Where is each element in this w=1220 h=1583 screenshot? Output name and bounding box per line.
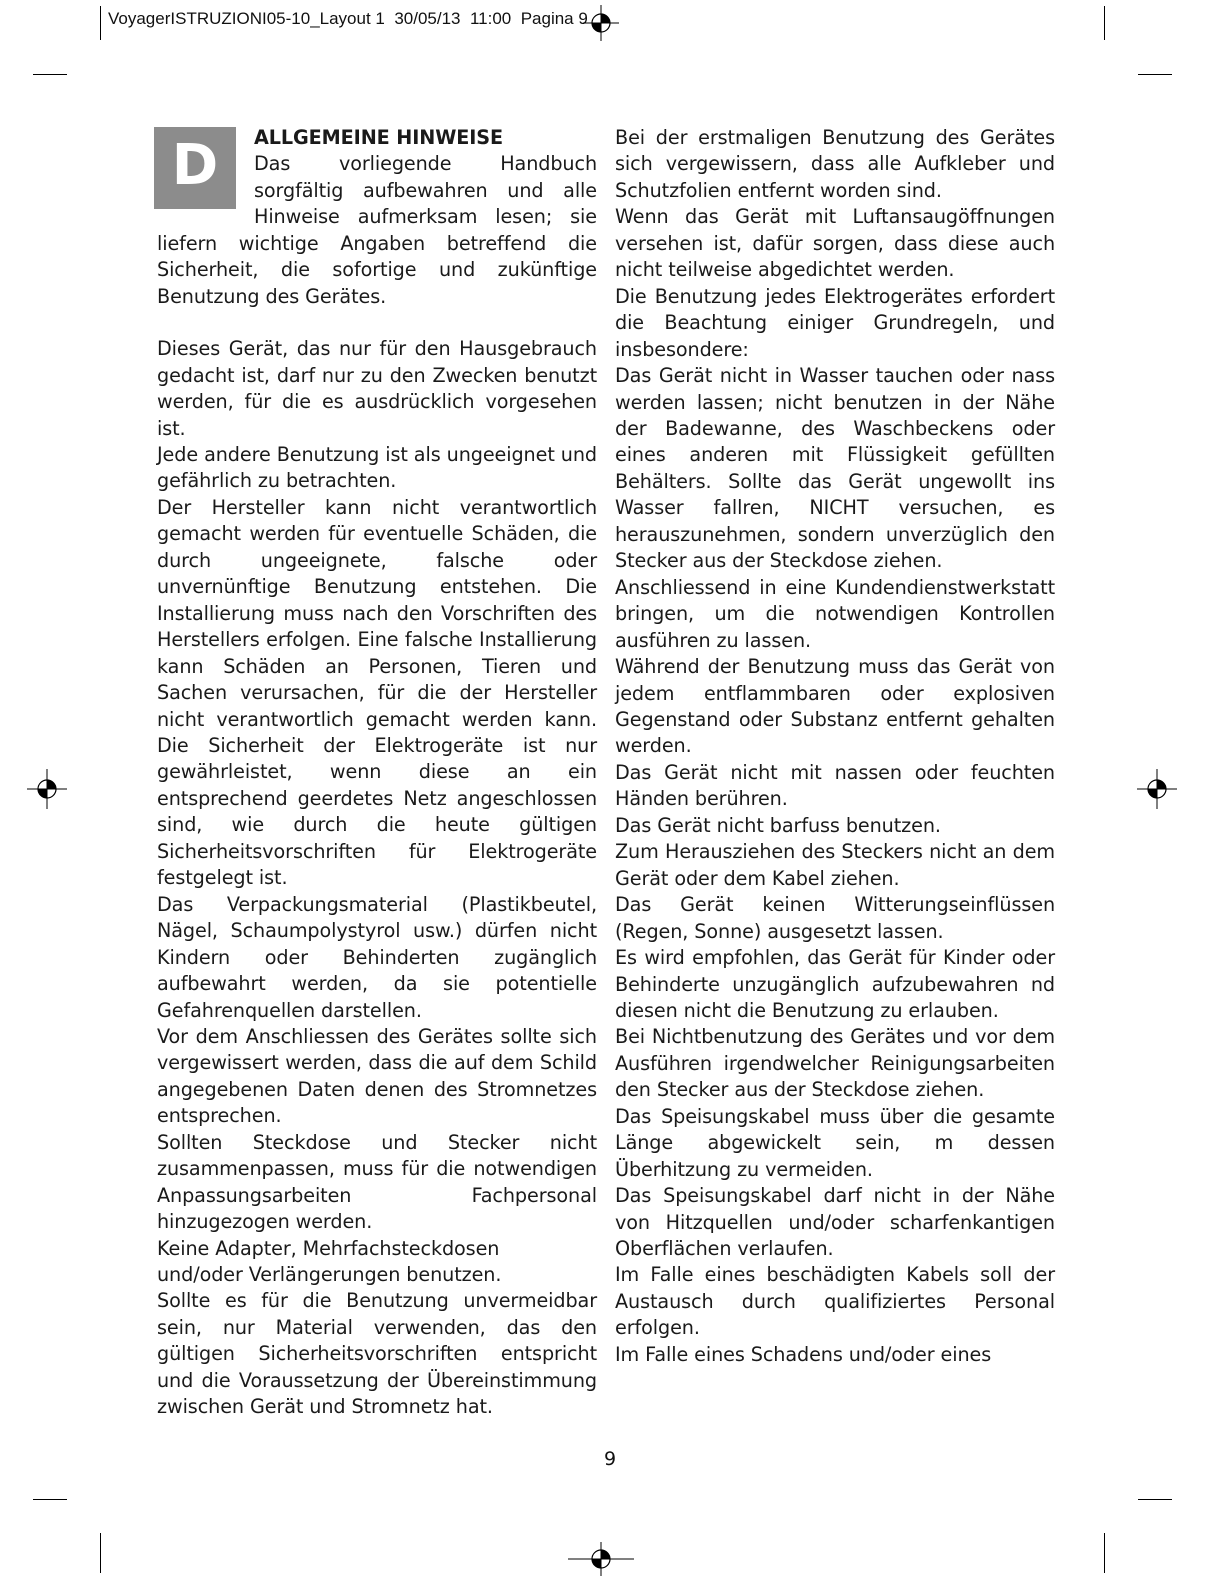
paragraph: Bei Nichtbenutzung des Gerätes und vor dem Ausführen irgendwelcher Reinigungsarbeiten den Stecker aus der Steckdose ziehen. xyxy=(615,1025,1055,1102)
paragraph: Keine Adapter, Mehrfachsteckdosen xyxy=(157,1236,500,1260)
right-column xyxy=(615,125,1055,1368)
paragraph: Bei der erstmaligen Benutzung des Gerätes sich vergewissern, dass alle Aufkleber und Schutzfolien entfernt worden sind. xyxy=(615,126,1055,202)
paragraph: Jede andere Benutzung ist als ungeeignet und gefährlich zu betrachten. xyxy=(157,442,597,493)
paragraph-spacer xyxy=(157,310,597,336)
intro-paragraph: Das vorliegende Handbuch sorgfältig aufbewahren und alle Hinweise aufmerksam lesen; sie liefern wichtige Angaben betreffend die Sicherheit, die sofortige und zukünftige Benutzung des Gerätes. xyxy=(157,152,597,308)
print-slug xyxy=(108,9,588,29)
language-badge: D xyxy=(154,127,236,209)
paragraph: Es wird empfohlen, das Gerät für Kinder oder Behinderte unzugänglich aufzubewahren nd diesen nicht die Benutzung zu erlauben. xyxy=(615,946,1055,1022)
paragraph: Das Gerät nicht mit nassen oder feuchten Händen berühren. xyxy=(615,760,1055,811)
registration-mark-icon xyxy=(1137,769,1177,809)
paragraph: Sollte es für die Benutzung unvermeidbar sein, nur Material verwenden, das den gültigen Sicherheitsvorschriften entspricht und die Voraussetzung der Übereinstimmung zwischen Gerät und Stromnetz hat. xyxy=(157,1289,597,1419)
paragraph: Während der Benutzung muss das Gerät von jedem entflammbaren oder explosiven Gegenstand oder Substanz entfernt gehalten werden. xyxy=(615,655,1055,758)
page-number: 9 xyxy=(603,1448,617,1470)
slug-date: 30/05/13 xyxy=(394,9,461,28)
paragraph: Das Gerät nicht in Wasser tauchen oder nass werden lassen; nicht benutzen in der Nähe der Badewanne, des Waschbeckens oder eines anderen mit Flüssigkeit gefüllten Behälters. Sollte das Gerät ungewollt ins Wasser fallren, NICHT versuchen, es herauszunehmen, sondern unverzüglich den Stecker aus der Steckdose ziehen. xyxy=(615,364,1055,573)
registration-mark-icon xyxy=(27,769,67,809)
paragraph: Sollten Steckdose und Stecker nicht zusammenpassen, muss für die notwendigen Anpassungsarbeiten Fachpersonal hinzugezogen werden. xyxy=(157,1130,597,1234)
crop-mark-bottom-left-vertical xyxy=(100,1533,101,1573)
paragraph: Die Benutzung jedes Elektrogerätes erfordert die Beachtung einiger Grundregeln, und insbesondere: xyxy=(615,284,1055,361)
paragraph: Im Falle eines beschädigten Kabels soll der Austausch durch qualifiziertes Personal erfolgen. xyxy=(615,1263,1055,1340)
crop-mark-bottom-right-horizontal xyxy=(1138,1499,1172,1500)
paragraph: und/oder Verlängerungen benutzen. xyxy=(157,1263,502,1287)
paragraph: Der Hersteller kann nicht verantwortlich gemacht werden für eventuelle Schäden, die durch ungeeignete, falsche oder unvernünftige Benutzung entstehen. Die Installierung muss nach den Vorschriften des Herstellers erfolgen. Eine falsche Installierung kann Schäden an Personen, Tieren und Sachen verursachen, für die der Hersteller nicht verantwortlich gemacht werden kann. Die Sicherheit der Elektrogeräte ist nur gewährleistet, wenn diese an ein entsprechend geerdetes Netz angeschlossen sind, wie durch die heute gültigen Sicherheitsvorschriften für Elektrogeräte festgelegt ist. xyxy=(157,495,597,890)
paragraph: Das Speisungskabel muss über die gesamte Länge abgewickelt sein, m dessen Überhitzung zu vermeiden. xyxy=(615,1104,1055,1181)
slug-time: 11:00 xyxy=(469,9,512,28)
paragraph: Das Verpackungsmaterial (Plastikbeutel, Nägel, Schaumpolystyrol usw.) dürfen nicht Kindern oder Behinderten zugänglich aufbewahrt werden, da sie potentielle Gefahrenquellen darstellen. xyxy=(157,892,597,1022)
slug-page-label: Pagina 9 xyxy=(520,9,588,28)
registration-mark-icon xyxy=(583,5,619,41)
slug-file-name: VoyagerISTRUZIONI05-10_Layout 1 xyxy=(108,9,385,28)
paragraph: Das Gerät nicht barfuss benutzen. xyxy=(615,813,941,837)
crop-mark-top-right-horizontal xyxy=(1138,74,1172,75)
crop-mark-top-left-horizontal xyxy=(33,74,67,75)
crop-mark-top-right-vertical xyxy=(1104,6,1105,40)
registration-mark-icon xyxy=(568,1542,634,1576)
paragraph: Im Falle eines Schadens und/oder eines xyxy=(615,1342,992,1366)
paragraph: Anschliessend in eine Kundendienstwerkstatt bringen, um die notwendigen Kontrollen ausführen zu lassen. xyxy=(615,575,1055,652)
crop-mark-bottom-left-horizontal xyxy=(33,1499,67,1500)
crop-mark-top-left-vertical xyxy=(100,6,101,40)
paragraph: Wenn das Gerät mit Luftansaugöffnungen versehen ist, dafür sorgen, dass diese auch nicht teilweise abgedichtet werden. xyxy=(615,205,1055,282)
crop-mark-bottom-right-vertical xyxy=(1104,1533,1105,1573)
paragraph: Das Speisungskabel darf nicht in der Nähe von Hitzquellen und/oder scharfenkantigen Oberflächen verlaufen. xyxy=(615,1184,1055,1261)
paragraph: Das Gerät keinen Witterungseinflüssen (Regen, Sonne) ausgesetzt lassen. xyxy=(615,893,1055,943)
paragraph: Dieses Gerät, das nur für den Hausgebrauch gedacht ist, darf nur zu den Zwecken benutzt werden, für die es ausdrücklich vorgesehen ist. xyxy=(157,337,597,440)
paragraph: Vor dem Anschliessen des Gerätes sollte sich vergewissert werden, dass die auf dem Schild angegebenen Daten denen des Stromnetzes entsprechen. xyxy=(157,1024,597,1128)
paragraph: Zum Herausziehen des Steckers nicht an dem Gerät oder dem Kabel ziehen. xyxy=(615,840,1055,890)
left-column xyxy=(157,125,597,1421)
section-heading: ALLGEMEINE HINWEISE xyxy=(254,126,504,149)
